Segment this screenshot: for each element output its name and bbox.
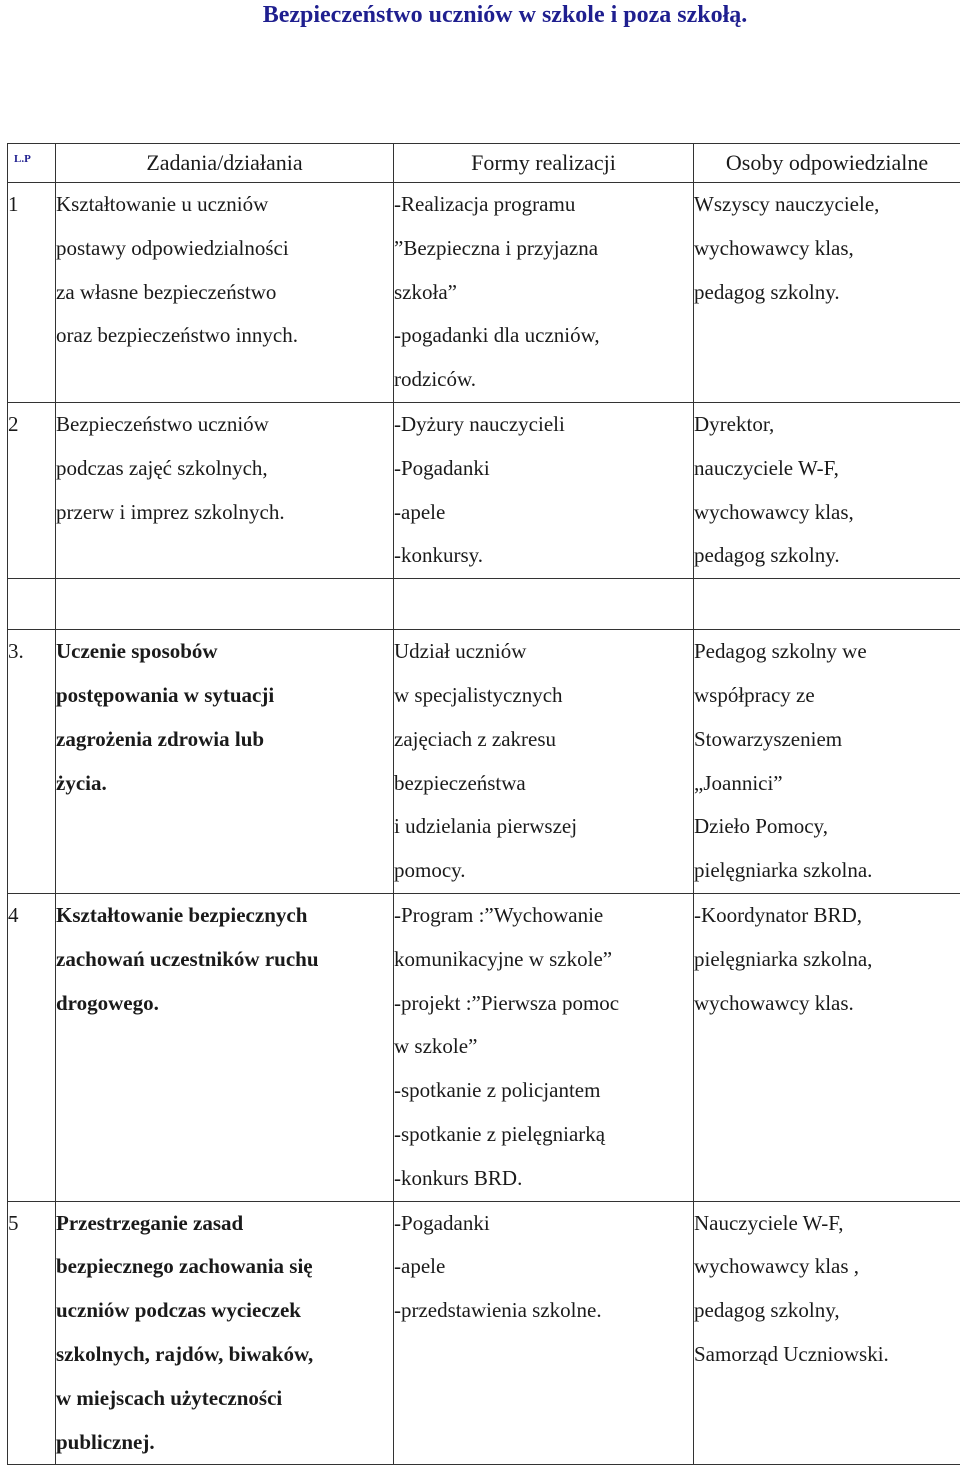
task-cell xyxy=(56,402,394,578)
task-line: szkolnych, rajdów, biwaków, xyxy=(56,1341,314,1366)
table-header-row xyxy=(8,144,960,183)
form-line: -Program :”Wychowanie xyxy=(394,902,604,927)
person-cell xyxy=(694,1201,960,1465)
form-line: -Pogadanki xyxy=(394,455,490,480)
form-cell xyxy=(394,630,694,894)
task-cell xyxy=(56,893,394,1201)
person-line: pielęgniarka szkolna. xyxy=(694,858,873,883)
row-number: 4 xyxy=(8,893,56,1201)
person-line: wychowawcy klas. xyxy=(694,990,854,1015)
person-line: „Joannici” xyxy=(694,770,783,795)
form-line: -przedstawienia szkolne. xyxy=(394,1298,602,1323)
person-line: Wszyscy nauczyciele, xyxy=(694,192,880,216)
task-line: Uczenie sposobów xyxy=(56,639,218,664)
task-line: w miejscach użyteczności xyxy=(56,1385,283,1410)
form-line: rodziców. xyxy=(394,367,477,392)
task-line: Przestrzeganie zasad xyxy=(56,1210,244,1235)
task-line: zachowań uczestników ruchu xyxy=(56,946,319,971)
table-spacer-row xyxy=(8,579,960,630)
task-cell xyxy=(56,630,394,894)
task-line: oraz bezpieczeństwo innych. xyxy=(56,323,298,348)
task-line: uczniów podczas wycieczek xyxy=(56,1298,301,1323)
person-line: nauczyciele W-F, xyxy=(694,455,839,480)
person-line: Dzieło Pomocy, xyxy=(694,814,828,839)
task-line: publicznej. xyxy=(56,1429,155,1454)
row-number: 5 xyxy=(8,1201,56,1465)
task-line: podczas zajęć szkolnych, xyxy=(56,455,268,480)
safety-plan-table xyxy=(7,143,960,1465)
table-row xyxy=(8,893,960,1201)
task-line: postawy odpowiedzialności xyxy=(56,235,289,260)
form-line: i udzielania pierwszej xyxy=(394,814,578,839)
table-row xyxy=(8,1201,960,1465)
task-line: Kształtowanie u uczniów xyxy=(56,192,269,216)
person-line: pedagog szkolny, xyxy=(694,1298,840,1323)
task-line: Kształtowanie bezpiecznych xyxy=(56,902,308,927)
person-line: Stowarzyszeniem xyxy=(694,726,843,751)
task-line: drogowego. xyxy=(56,990,159,1015)
header-task: Zadania/działania xyxy=(56,144,394,183)
header-person: Osoby odpowiedzialne xyxy=(694,144,960,183)
spacer-cell xyxy=(394,579,694,630)
person-line: wychowawcy klas , xyxy=(694,1254,860,1279)
form-line: -apele xyxy=(394,499,446,524)
task-line: Bezpieczeństwo uczniów xyxy=(56,411,269,436)
form-line: ”Bezpieczna i przyjazna xyxy=(394,235,599,260)
task-line: za własne bezpieczeństwo xyxy=(56,279,277,304)
person-line: pedagog szkolny. xyxy=(694,543,840,568)
task-cell xyxy=(56,183,394,403)
person-line: Dyrektor, xyxy=(694,411,775,436)
person-line: Pedagog szkolny we xyxy=(694,639,867,664)
form-line: w szkole” xyxy=(394,1034,478,1059)
table-row xyxy=(8,183,960,403)
form-line: -spotkanie z policjantem xyxy=(394,1078,601,1103)
form-line: Udział uczniów xyxy=(394,639,527,664)
task-line: przerw i imprez szkolnych. xyxy=(56,499,285,524)
task-line: postępowania w sytuacji xyxy=(56,682,275,707)
form-line: -spotkanie z pielęgniarką xyxy=(394,1121,606,1146)
task-line: życia. xyxy=(56,770,107,795)
form-line: -projekt :”Pierwsza pomoc xyxy=(394,990,620,1015)
person-line: pedagog szkolny. xyxy=(694,279,840,304)
task-cell xyxy=(56,1201,394,1465)
form-line: zajęciach z zakresu xyxy=(394,726,557,751)
person-cell xyxy=(694,183,960,403)
row-number: 1 xyxy=(8,183,56,403)
row-number: 3. xyxy=(8,630,56,894)
task-line: bezpiecznego zachowania się xyxy=(56,1254,313,1279)
person-line: pielęgniarka szkolna, xyxy=(694,946,873,971)
spacer-cell xyxy=(56,579,394,630)
table-row xyxy=(8,402,960,578)
person-line: współpracy ze xyxy=(694,682,815,707)
form-line: -konkurs BRD. xyxy=(394,1165,523,1190)
task-line: zagrożenia zdrowia lub xyxy=(56,726,265,751)
form-line: -apele xyxy=(394,1254,446,1279)
document-title: Bezpieczeństwo uczniów w szkole i poza szkołą. xyxy=(262,2,748,28)
spacer-cell xyxy=(694,579,960,630)
person-line: Samorząd Uczniowski. xyxy=(694,1341,889,1366)
form-cell xyxy=(394,402,694,578)
form-line: komunikacyjne w szkole” xyxy=(394,946,613,971)
spacer-cell xyxy=(8,579,56,630)
header-form: Formy realizacji xyxy=(394,144,694,183)
person-line: wychowawcy klas, xyxy=(694,499,854,524)
row-number: 2 xyxy=(8,402,56,578)
form-cell xyxy=(394,893,694,1201)
person-cell xyxy=(694,402,960,578)
form-cell xyxy=(394,1201,694,1465)
header-lp: L.P xyxy=(8,144,56,183)
table-row xyxy=(8,630,960,894)
form-line: -Dyżury nauczycieli xyxy=(394,411,565,436)
person-line: Nauczyciele W-F, xyxy=(694,1210,844,1235)
person-cell xyxy=(694,630,960,894)
person-line: -Koordynator BRD, xyxy=(694,902,862,927)
form-line: szkoła” xyxy=(394,279,457,304)
form-cell xyxy=(394,183,694,403)
form-line: -Realizacja programu xyxy=(394,192,576,216)
form-line: -pogadanki dla uczniów, xyxy=(394,323,600,348)
person-cell xyxy=(694,893,960,1201)
form-line: w specjalistycznych xyxy=(394,682,563,707)
form-line: -Pogadanki xyxy=(394,1210,490,1235)
person-line: wychowawcy klas, xyxy=(694,235,854,260)
form-line: -konkursy. xyxy=(394,543,484,568)
form-line: bezpieczeństwa xyxy=(394,770,526,795)
form-line: pomocy. xyxy=(394,858,466,883)
